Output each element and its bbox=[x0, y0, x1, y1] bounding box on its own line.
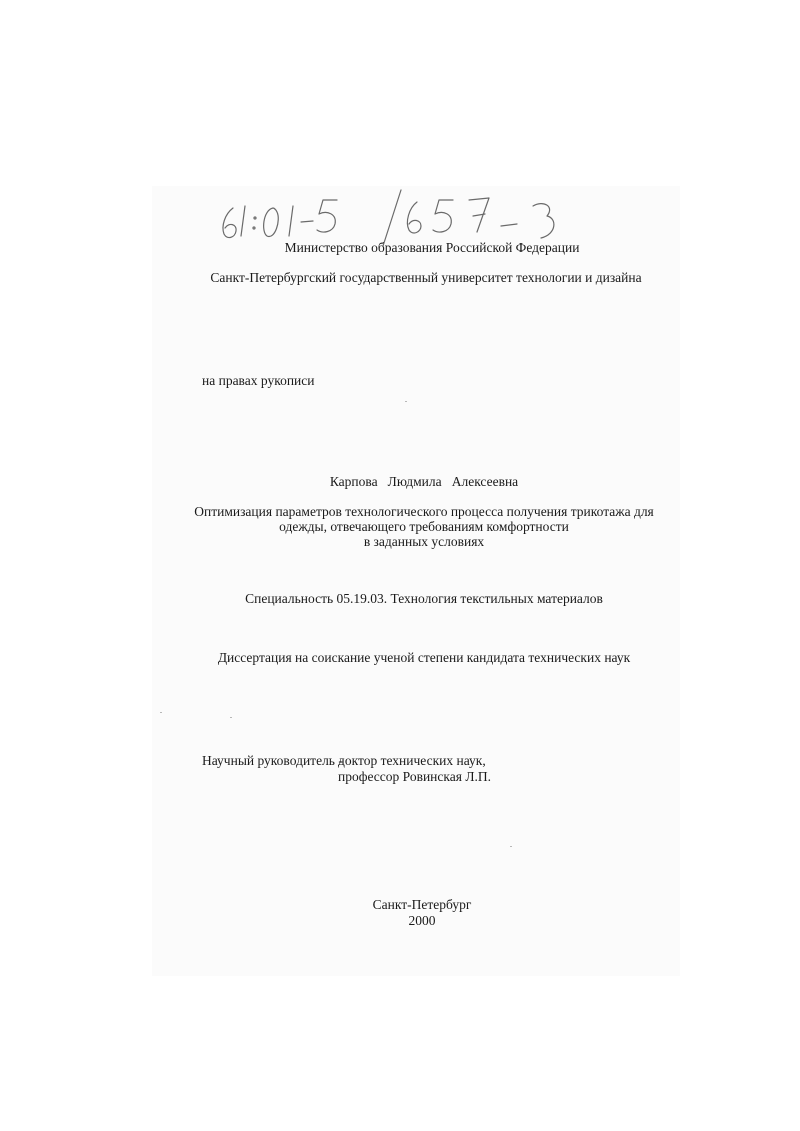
scan-speck bbox=[510, 846, 512, 847]
supervisor-name: профессор Ровинская Л.П. bbox=[338, 769, 491, 784]
scan-speck bbox=[405, 401, 407, 402]
thesis-title-line-1: Оптимизация параметров технологического процесса получения трикотажа для bbox=[194, 504, 654, 519]
supervisor-label: Научный руководитель - bbox=[202, 753, 343, 768]
scan-speck bbox=[160, 712, 162, 713]
scan-speck bbox=[230, 717, 232, 718]
author-name: Карпова Людмила Алексеевна bbox=[329, 474, 519, 489]
footer-city: Санкт-Петербург bbox=[372, 897, 472, 912]
handwritten-archive-number bbox=[215, 186, 575, 248]
university-line: Санкт-Петербургский государственный университет технологии и дизайна bbox=[210, 270, 642, 285]
scanned-sheet bbox=[152, 186, 680, 976]
supervisor-degree: доктор технических наук, bbox=[338, 753, 486, 768]
footer-year: 2000 bbox=[408, 913, 436, 928]
ministry-line: Министерство образования Российской Федерации bbox=[284, 240, 580, 255]
specialty-line: Специальность 05.19.03. Технология текстильных материалов bbox=[245, 591, 603, 606]
dissertation-line: Диссертация на соискание ученой степени кандидата технических наук bbox=[217, 650, 631, 665]
thesis-title-line-3: в заданных условиях bbox=[363, 534, 485, 549]
manuscript-note: на правах рукописи bbox=[202, 373, 315, 388]
thesis-title-line-2: одежды, отвечающего требованиям комфортности bbox=[279, 519, 569, 534]
